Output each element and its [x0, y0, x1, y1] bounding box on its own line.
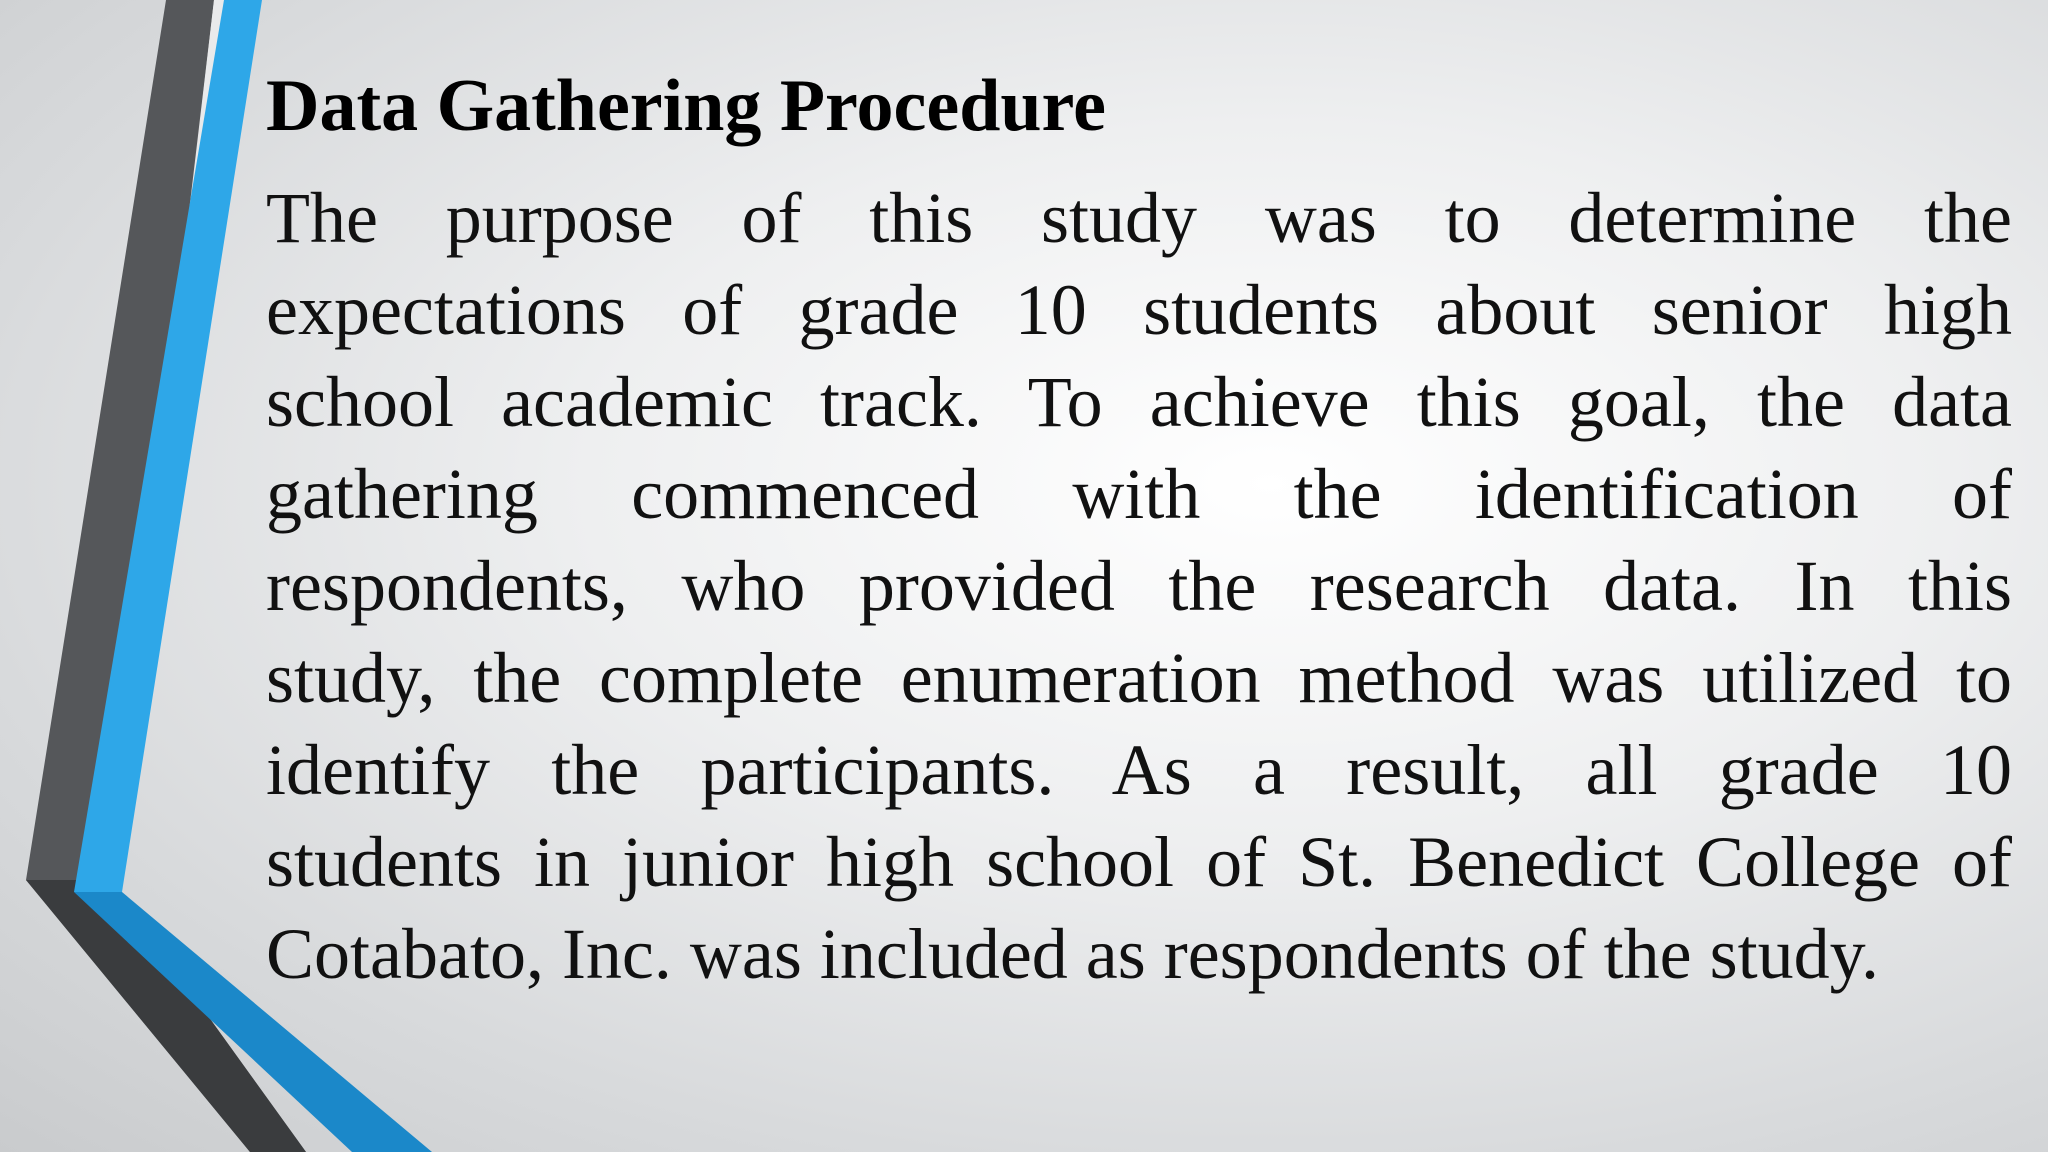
- slide-content: [266, 62, 2012, 1000]
- body-line: respondents, who provided the research data. In this: [266, 546, 2012, 626]
- body-line: identify the participants. As a result, all grade 10: [266, 730, 2012, 810]
- body-line: study, the complete enumeration method was utilized to: [266, 638, 2012, 718]
- body-line: Cotabato, Inc. was included as respondents of the study.: [266, 914, 1879, 994]
- body-line: The purpose of this study was to determine the: [266, 178, 2012, 258]
- slide-body-paragraph: [266, 172, 2012, 1000]
- body-line: students in junior high school of St. Benedict College of: [266, 822, 2012, 902]
- body-line: gathering commenced with the identification of: [266, 454, 2012, 534]
- body-line: expectations of grade 10 students about senior high: [266, 270, 2012, 350]
- body-line: school academic track. To achieve this goal, the data: [266, 362, 2012, 442]
- slide-title: Data Gathering Procedure: [266, 65, 1106, 147]
